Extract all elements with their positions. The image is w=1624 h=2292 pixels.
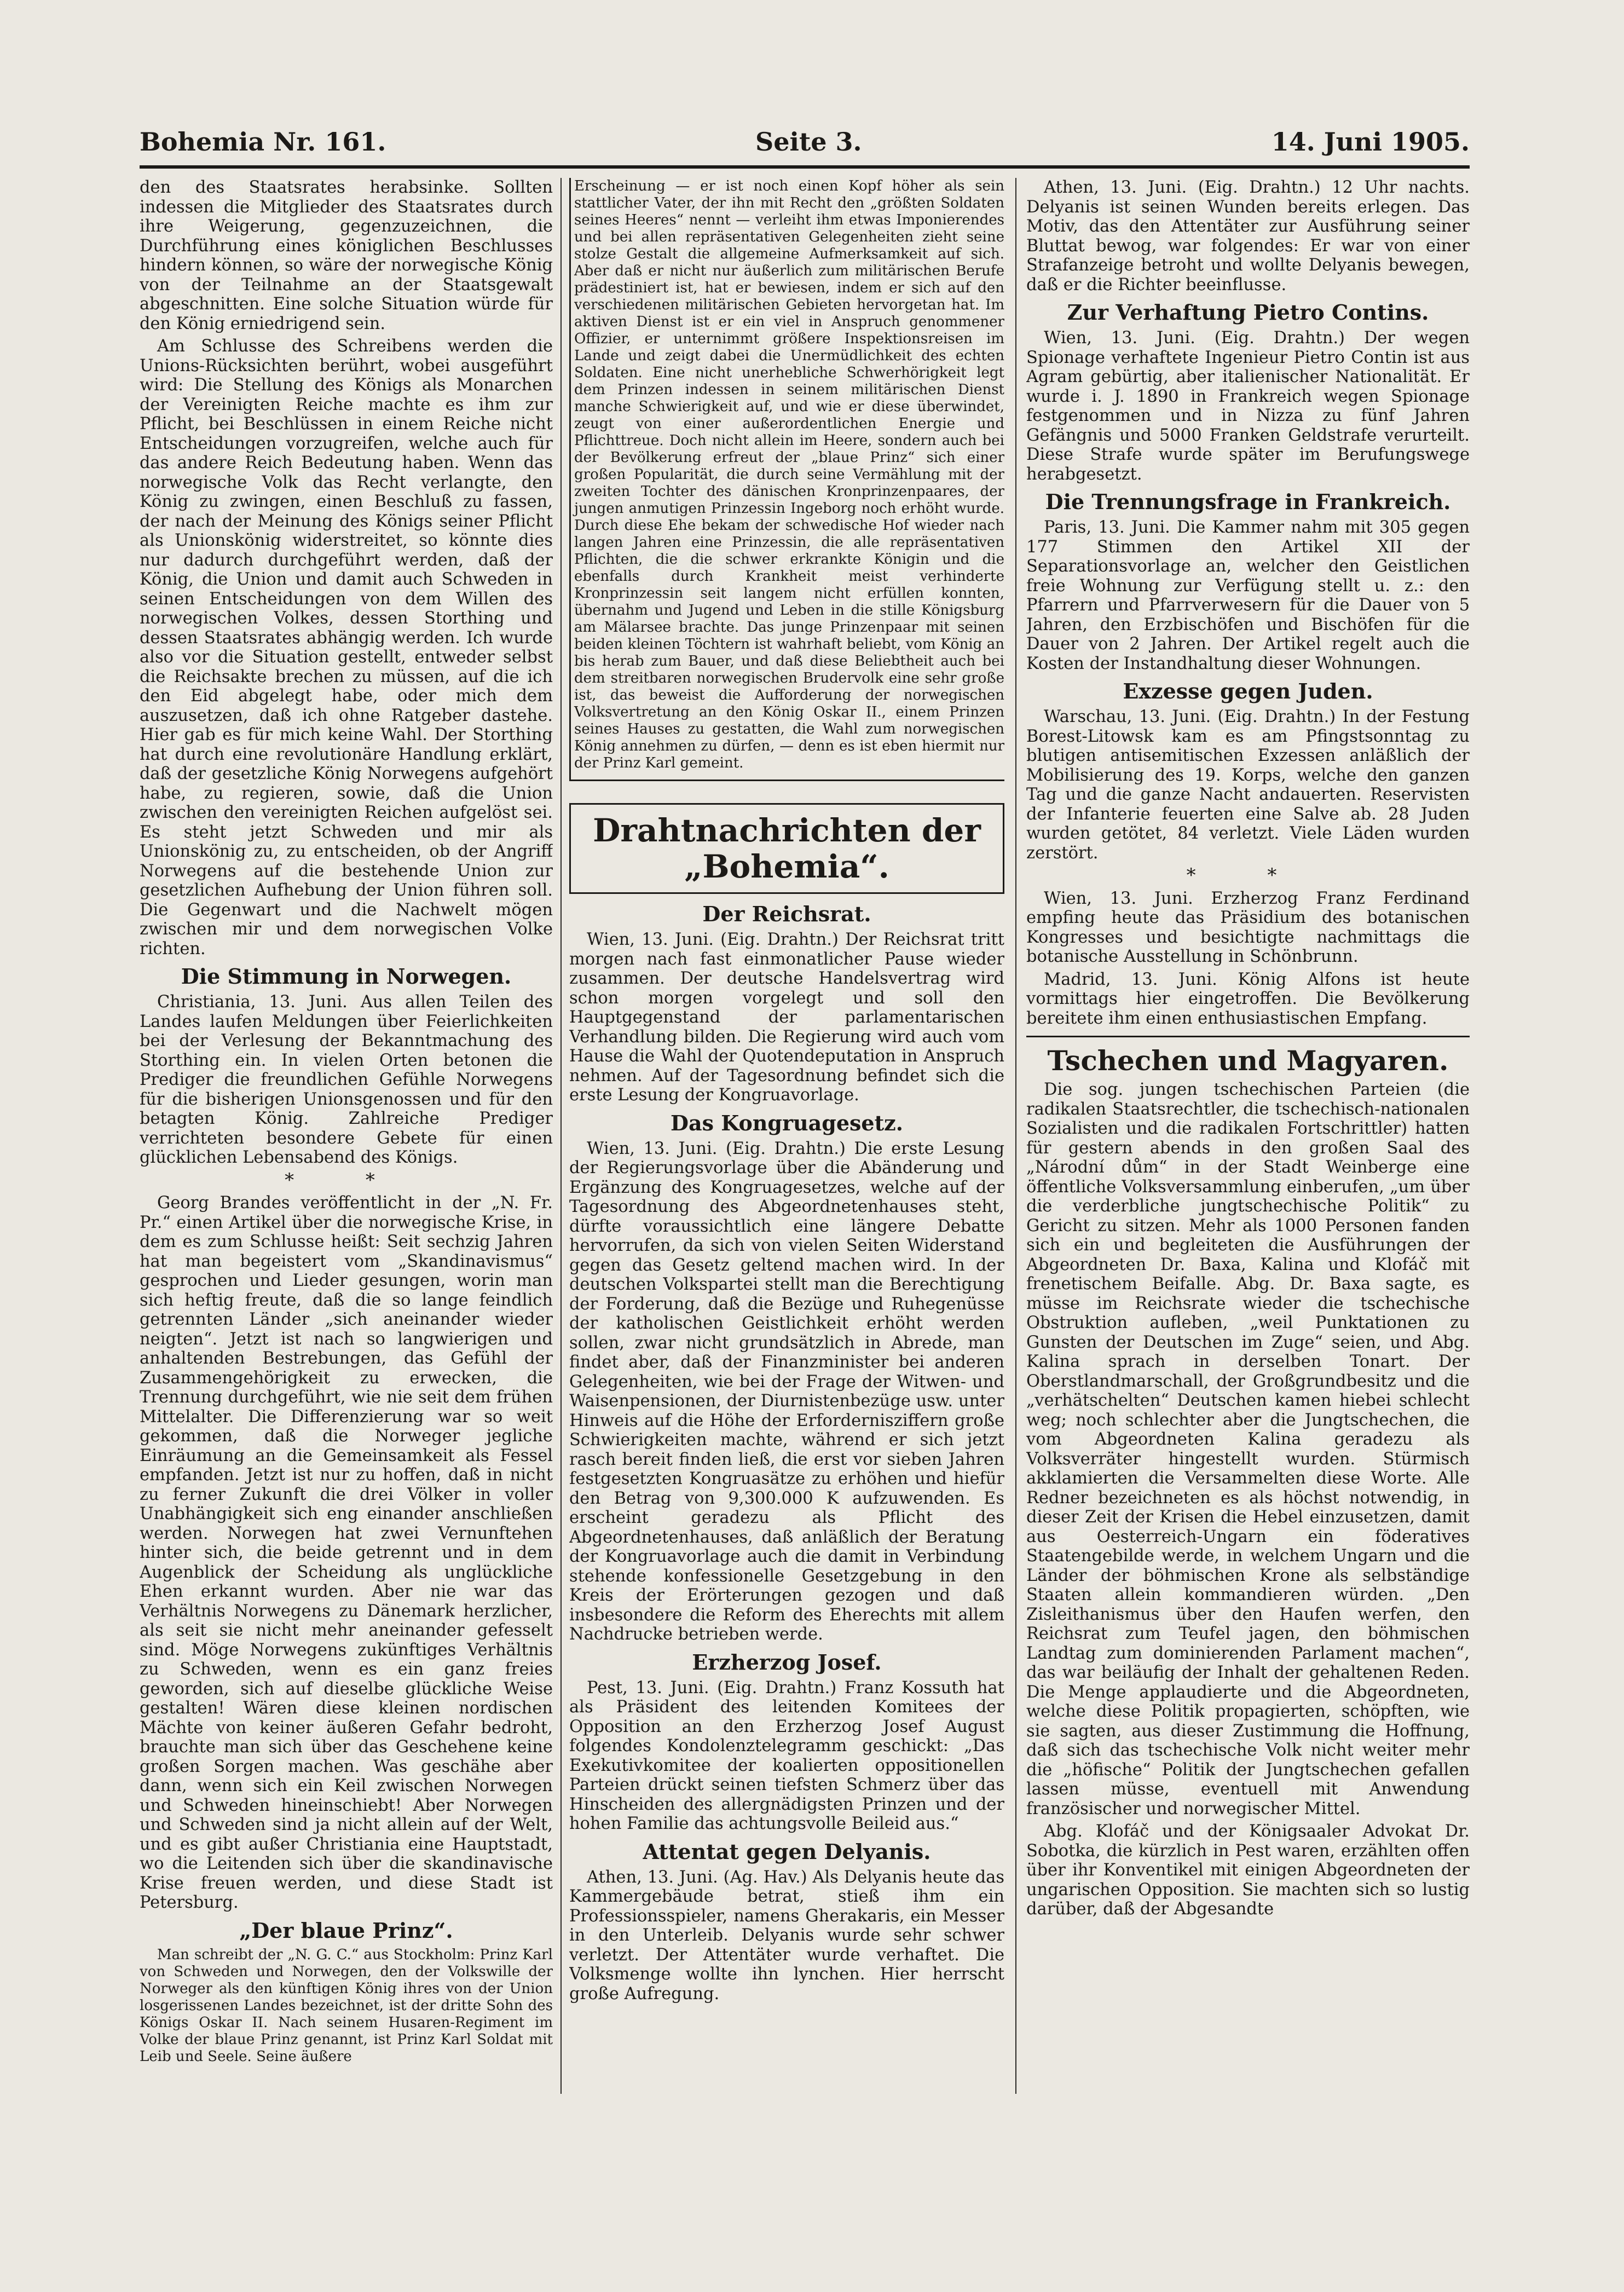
article-paragraph: Abg. Klofáč und der Königsaaler Advokat Dr. Sobotka, die kürzlich in Pest waren, erzählten offen über ihr Konventikel mit einigen Abgeordneten der ungarischen Opposition. Sie machten sich so lustig darüber, daß der Abgesandte (1026, 1822, 1470, 1919)
column-divider (560, 178, 562, 2094)
article-paragraph: Die sog. jungen tschechischen Parteien (die radikalen Staatsrechtler, die tschechisch-nationalen Sozialisten und die radikalen Fortschrittler) hatten für gestern abends in den großen Saal des „Národní dům“ in der Stadt Weinberge eine öffentliche Volksversammlung einberufen, „um über die verderbliche jungtschechische Politik“ zu Gericht zu sitzen. Mehr als 1000 Personen fanden sich ein und begleiteten die Ausführungen der Abgeordneten Dr. Baxa, Kalina und Klofáč mit frenetischem Beifalle. Abg. Dr. Baxa sagte, es müsse im Reichsrate wieder die tschechische Obstruktion aufleben, „weil Punktationen zu Gunsten der Deutschen im Zuge“ seien, und Abg. Kalina sprach in derselben Tonart. Der Oberstlandmarschall, der Großgrundbesitz und die „verhätschelten“ Deutschen kamen hiebei schlecht weg; noch schlechter aber die Jungtschechen, die vom Abgeordneten Kalina geradezu als Volksverräter hingestellt wurden. Stürmisch akklamierten die Versammelten diese Worte. Alle Redner bezeichneten es als höchst notwendig, in dieser Zeit der Krisen die Hebel einzusetzen, damit aus Oesterreich-Ungarn ein föderatives Staatengebilde werde, in welchem Ungarn und die Länder der böhmischen Krone als selbständige Staaten allein kommandieren würden. „Den Zisleithanismus über den Haufen werfen, den Reichsrat zum Teufel jagen, den böhmischen Landtag zum dominierenden Parlament machen“, das war beiläufig der Inhalt der gehaltenen Reden. Die Menge applaudierte und die Abgeordneten, welche diese Politik propagierten, schöpften, wie sie sagten, aus dieser Zustimmung die Hoffnung, daß sich das tschechische Volk nicht weiter mehr die „höfische“ Politik der Jungtschechen gefallen lassen müsse, eventuell mit Anwendung französischer und norwegischer Mittel. (1026, 1080, 1470, 1818)
article-paragraph: Wien, 13. Juni. (Eig. Drahtn.) Der wegen Spionage verhaftete Ingenieur Pietro Contin ist aus Agram gebürtig, aber italienischer Nationalität. Er wurde i. J. 1890 in Frankreich wegen Spionage festgenommen und in Nizza zu fünf Jahren Gefängnis und 5000 Franken Geldstrafe verurteilt. Diese Strafe wurde später im Berufungswege herabgesetzt. (1026, 328, 1470, 484)
masthead (140, 127, 1470, 165)
article-paragraph: Madrid, 13. Juni. König Alfons ist heute vormittags hier eingetroffen. Die Bevölkerung bereitete ihm einen enthusiastischen Empfang. (1026, 969, 1470, 1028)
article-paragraph: Pest, 13. Juni. (Eig. Drahtn.) Franz Kossuth hat als Präsident des leitenden Komitees der Opposition an den Erzherzog Josef August folgendes Kondolenztelegramm geschickt: „Das Exekutivkomitee der koalierten oppositionellen Parteien drückt seinen tiefsten Schmerz über das Hinscheiden des allergnädigsten Prinzen und der hohen Familie das achtungsvolle Beileid aus.“ (569, 1678, 1004, 1833)
article-paragraph: Athen, 13. Juni. (Ag. Hav.) Als Delyanis heute das Kammergebäude betrat, stieß ihm ein Professionsspieler, namens Gherakaris, ein Messer in den Unterleib. Delyanis wurde sehr schwer verletzt. Der Attentäter wurde verhaftet. Die Volksmenge wollte ihn lynchen. Hier herrscht große Aufregung. (569, 1867, 1004, 2004)
section-heading: Exzesse gegen Juden. (1123, 679, 1373, 703)
article-paragraph: Christiania, 13. Juni. Aus allen Teilen des Landes laufen Meldungen über Feierlichkeiten bei der Verlesung der Bekanntmachung des Storthing ein. In vielen Orten betonen die Prediger die freundlichen Gefühle Norwegens für die bisherigen Unionsgenossen und für den betagten König. Zahlreiche Prediger verrichteten besondere Gebete für einen glücklichen Lebensabend des Königs. (140, 992, 553, 1167)
masthead-title: Bohemia Nr. 161. (140, 127, 386, 157)
separator-stars: * * (285, 1169, 408, 1191)
telegraph-news-banner: Drahtnachrichten der „Bohemia“. (569, 803, 1004, 894)
article-paragraph: Georg Brandes veröffentlicht in der „N. Fr. Pr.“ einen Artikel über die norwegische Krise, in dem es zum Schlusse heißt: Seit sechzig Jahren hat man begeistert vom „Skandinavismus“ gesprochen und Lieder gesungen, worin man sich heftig freute, daß die so lange feindlich getrennten Länder „sich aneinander wieder neigten“. Jetzt ist nach so langwierigen und anhaltenden Bestrebungen, das Gefühl der Zusammengehörigkeit zu erwecken, die Trennung durchgeführt, wie nie seit dem frühen Mittelalter. Die Differenzierung war so weit gekommen, daß die Norweger jegliche Einräumung an die Gemeinsamkeit als Fessel empfanden. Jetzt ist nur zu hoffen, daß in nicht zu ferner Zukunft die drei Völker in voller Unabhängigkeit sich eng einander anschließen werden. Norwegen hat zwei Vernunftehen hinter sich, die beide getrennt und in dem Augenblick der Scheidung als unglückliche Ehen erkannt wurden. Aber nie war das Verhältnis Norwegens zu Dänemark herzlicher, als seit sie nicht mehr aneinander gefesselt sind. Möge Norwegens zukünftiges Verhältnis zu Schweden, wenn es ein ganz freies geworden, sich auf dieselbe glückliche Weise gestalten! Wären diese kleinen nordischen Mächte von keiner äußeren Gefahr bedroht, brauchte man sich über das Geschehene keine großen Sorgen machen. Was geschähe aber dann, wenn sich ein Keil zwischen Norwegen und Schweden hineinschiebt! Aber Norwegen und Schweden sind ja nicht allein auf der Welt, und es gibt außer Christiania eine Hauptstadt, wo die Leitenden sich über die skandinavische Krise freuen werden, und diese Stadt ist Petersburg. (140, 1193, 553, 1912)
column-3 (1026, 178, 1470, 2203)
article-paragraph: Paris, 13. Juni. Die Kammer nahm mit 305 gegen 177 Stimmen den Artikel XII der Separationsvorlage an, welcher den Geistlichen freie Wohnung zur Verfügung stellt u. z.: den Pfarrern und Pfarrverwesern für die Dauer von 5 Jahren, den Erzbischöfen und Bischöfen für die Dauer von 2 Jahren. Der Artikel regelt auch die Kosten der Instandhaltung dieser Wohnungen. (1026, 518, 1470, 673)
article-paragraph: Wien, 13. Juni. (Eig. Drahtn.) Der Reichsrat tritt morgen nach fast einmonatlicher Pause wieder zusammen. Der deutsche Handelsvertrag wird schon morgen vorgelegt und soll den Hauptgegenstand der parlamentarischen Verhandlung bilden. Die Regierung wird auch vom Hause die Wahl der Quotendeputation in Anspruch nehmen. Auf der Tagesordnung befindet sich die erste Lesung der Kongruavorlage. (569, 930, 1004, 1105)
article-paragraph: Wien, 13. Juni. (Eig. Drahtn.) Die erste Lesung der Regierungsvorlage über die Abänderung und Ergänzung des Kongruagesetzes, welche auf der Tagesordnung des Abgeordnetenhauses steht, dürfte voraussichtlich eine längere Debatte hervorrufen, da sich von vielen Seiten Widerstand gegen das Gesetz geltend machen wird. In der deutschen Volkspartei stellt man die Berechtigung der Forderung, daß die Bezüge und Ruhegenüsse der katholischen Geistlichkeit erhöht werden sollen, zwar nicht grundsätzlich in Abrede, man findet aber, daß der Finanzminister bei anderen Gelegenheiten, wie bei der Frage der Witwen- und Waisenpensionen, der Diurnistenbezüge usw. unter Hinweis auf die Höhe der Erfordernisziffern große Schwierigkeiten machte, während er sich jetzt rasch bereit finden ließ, die erst vor sieben Jahren festgesetzten Kongruasätze zu erhöhen und hiefür den Betrag von 9,300.000 K aufzuwenden. Es erscheint geradezu als Pflicht des Abgeordnetenhauses, daß anläßlich der Beratung der Kongruavorlage auch die damit in Verbindung stehende konfessionelle Gesetzgebung in den Kreis der Erörterungen gezogen und daß insbesondere die Reform des Eherechts mit allem Nachdrucke betrieben werde. (569, 1139, 1004, 1644)
masthead-date: 14. Juni 1905. (1271, 127, 1470, 157)
section-heading: Das Kongruagesetz. (671, 1110, 903, 1135)
column-2 (569, 178, 1004, 2203)
article-paragraph: den des Staatsrates herabsinke. Sollten indessen die Mitglieder des Staatsrates durch ihre Weigerung, gegenzuzeichnen, die Durchführung eines königlichen Beschlusses hindern können, so wäre der norwegische König von der Teilnahme an der Staatsgewalt abgeschnitten. Eine solche Situation würde für den König erniedrigend sein. (140, 178, 553, 333)
column-1 (140, 178, 553, 2203)
column-divider (1015, 178, 1016, 2094)
article-paragraph: Man schreibt der „N. G. C.“ aus Stockholm: Prinz Karl von Schweden und Norwegen, den der Volkswille der Norweger als den künftigen König ihres von der Union losgerissenen Landes bezeichnet, ist der dritte Sohn des Königs Oskar II. Nach seinem Husaren-Regiment im Volke der blaue Prinz genannt, ist Prinz Karl Soldat mit Leib und Seele. Seine äußere (140, 1946, 553, 2065)
section-heading: „Der blaue Prinz“. (239, 1918, 453, 1943)
article-paragraph: Am Schlusse des Schreibens werden die Unions-Rücksichten berührt, wobei ausgeführt wird: Die Stellung des Königs als Monarchen der Vereinigten Reiche machte es ihm zur Pflicht, bei Beschlüssen in einem Reiche nicht Entscheidungen vorzugreifen, welche auch für das andere Reich Bedeutung haben. Wenn das norwegische Volk das Recht verlangte, den König zu zwingen, einen Beschluß zu fassen, der nach der Meinung des Königs seiner Pflicht als Unionskönig widerstreitet, so könnte dies nur dadurch durchgeführt werden, daß der König, die Union und damit auch Schweden in seinen Entscheidungen von dem Willen des norwegischen Volkes, dessen Storthing und dessen Staatsrates abhängig werden. Ich wurde also vor die Situation gestellt, entweder selbst die Reichsakte brechen zu müssen, auf die ich den Eid abgelegt habe, oder mich dem auszusetzen, daß ich ohne Ratgeber dastehe. Hier gab es für mich keine Wahl. Der Storthing hat durch eine revolutionäre Handlung erklärt, daß der gesetzliche König Norwegens aufgehört habe, zu regieren, sowie, daß die Union zwischen den vereinigten Reichen aufgelöst sei. Es steht jetzt Schweden und mir als Unionskönig zu, zu entscheiden, ob der Angriff Norwegens auf die bestehende Union zur gesetzlichen Aufhebung der Union führen soll. Die Gegenwart und die Nachwelt mögen zwischen mir und dem norwegischen Volke richten. (140, 337, 553, 959)
article-paragraph: Warschau, 13. Juni. (Eig. Drahtn.) In der Festung Borest-Litowsk kam es am Pfingstsonntag zu blutigen antisemitischen Exzessen anläßlich der Mobilisierung des 19. Korps, welche den ganzen Tag und die ganze Nacht andauerten. Reservisten der Infanterie feuerten eine Salve ab. 28 Juden wurden getötet, 84 verletzt. Viele Läden wurden zerstört. (1026, 707, 1470, 863)
separator-stars: * * (1186, 864, 1310, 886)
masthead-rule (140, 165, 1470, 169)
section-heading: Erzherzog Josef. (692, 1649, 882, 1675)
article-paragraph: Wien, 13. Juni. Erzherzog Franz Ferdinand empfing heute das Präsidium des botanischen Kongresses und besichtigte nachmittags die botanische Ausstellung in Schönbrunn. (1026, 888, 1470, 966)
article-paragraph: Erscheinung — er ist noch einen Kopf höher als sein stattlicher Vater, der ihn mit Recht den „größten Soldaten seines Heeres“ nennt — verleiht ihm etwas Imponierendes und bei allen repräsentativen Gelegenheiten zieht seine stolze Gestalt die allgemeine Aufmerksamkeit auf sich. Aber daß er nicht nur äußerlich zum militärischen Berufe prädestiniert ist, hat er bewiesen, indem er sich auf den verschiedenen militärischen Gebieten hervorgetan hat. Im aktiven Dienst ist er ein viel in Anspruch genommener Offizier, er unternimmt größere Inspektionsreisen im Lande und zeigt dabei die Unermüdlichkeit des echten Soldaten. Eine nicht unerhebliche Schwerhörigkeit legt dem Prinzen indessen in seinem militärischen Dienst manche Schwierigkeit auf, und wie er diese überwindet, zeugt von einer außerordentlichen Energie und Pflichttreue. Doch nicht allein im Heere, sondern auch bei der Bevölkerung erfreut der „blaue Prinz“ sich einer großen Popularität, die durch seine Vermählung mit der zweiten Tochter des dänischen Kronprinzenpaares, der jungen anmutigen Prinzessin Ingeborg noch erhöht wurde. Durch diese Ehe bekam der schwedische Hof wieder nach langen Jahren eine Prinzessin, die alle repräsentativen Pflichten, die die schwer erkrankte Königin und die ebenfalls durch Krankheit meist verhinderte Kronprinzessin seit langem nicht erfüllen konnten, übernahm und Jugend und Leben in die stille Königsburg am Mälarsee brachte. Das junge Prinzenpaar mit seinen beiden kleinen Töchtern ist wahrhaft beliebt, vom König an bis herab zum Bauer, und daß diese Beliebtheit auch bei dem streitbaren norwegischen Brudervolk eine sehr große ist, das beweist die Aufforderung der norwegischen Volksvertretung an den König Oskar II., einem Prinzen seines Hauses zu gestatten, die Wahl zum norwegischen König annehmen zu dürfen, — denn es ist eben hiermit nur der Prinz Karl gemeint. (574, 178, 1004, 771)
section-heading: Die Trennungsfrage in Frankreich. (1045, 489, 1451, 514)
section-heading: Attentat gegen Delyanis. (643, 1839, 931, 1864)
feuilleton-continuation (569, 178, 1004, 781)
article-paragraph: Athen, 13. Juni. (Eig. Drahtn.) 12 Uhr nachts. Delyanis ist seinen Wunden bereits erlegen. Das Motiv, das den Attentäter zur Ausführung seiner Bluttat bewog, war folgendes: Er war von einer Strafanzeige betroht und wollte Delyanis bewegen, daß er die Richter beeinflusse. (1026, 178, 1470, 295)
section-heading: Tschechen und Magyaren. (1047, 1044, 1449, 1077)
section-rule (1026, 1036, 1470, 1037)
section-heading: Der Reichsrat. (702, 902, 871, 926)
section-heading: Zur Verhaftung Pietro Contins. (1067, 300, 1429, 325)
masthead-page-number: Seite 3. (755, 127, 862, 157)
section-heading: Die Stimmung in Norwegen. (181, 964, 512, 989)
